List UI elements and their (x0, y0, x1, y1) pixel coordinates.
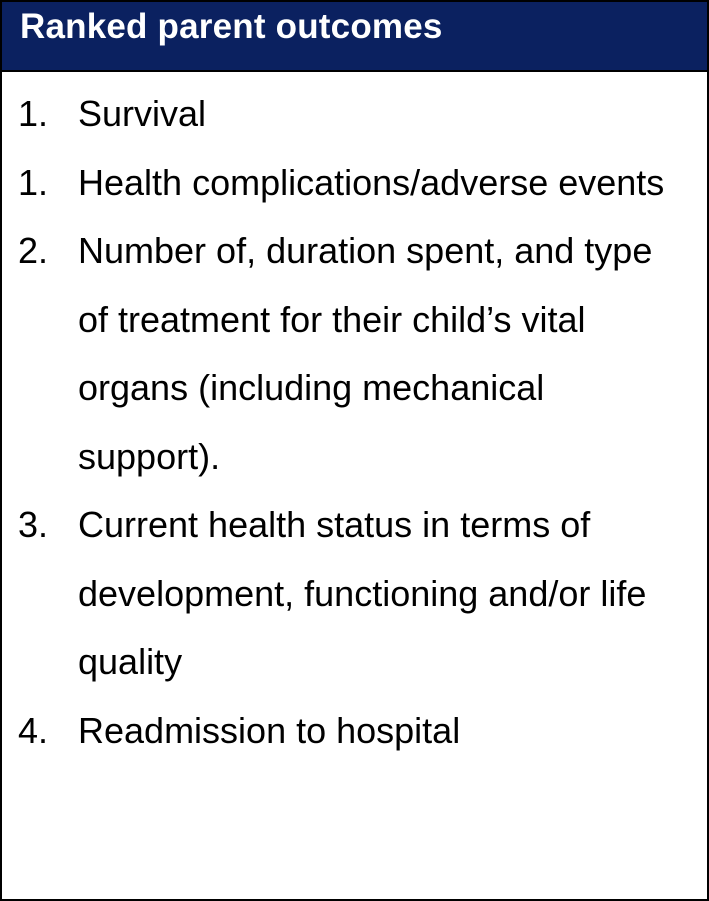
list-item-text: Current health status in terms of development, functioning and/or life quality (78, 504, 647, 682)
outcomes-list (2, 72, 707, 765)
list-item-number: 4. (18, 709, 49, 751)
list-item-text: Readmission to hospital (78, 709, 461, 751)
table-header (2, 2, 707, 72)
list-item (2, 217, 707, 491)
list-item-number: 3. (18, 504, 49, 545)
list-item (2, 697, 707, 766)
list-item-text: Survival (78, 93, 207, 134)
list-item (2, 149, 707, 218)
list-item-number: 1. (18, 161, 49, 203)
list-item-text: Number of, duration spent, and type of treatment for their child’s vital organs (including mechanical support). (78, 230, 653, 477)
table-title: Ranked parent outcomes (20, 6, 443, 46)
list-item (2, 491, 707, 697)
list-item (2, 80, 707, 149)
list-item-text: Health complications/adverse events (78, 161, 665, 203)
list-item-number: 1. (18, 93, 49, 134)
list-item-number: 2. (18, 230, 49, 271)
